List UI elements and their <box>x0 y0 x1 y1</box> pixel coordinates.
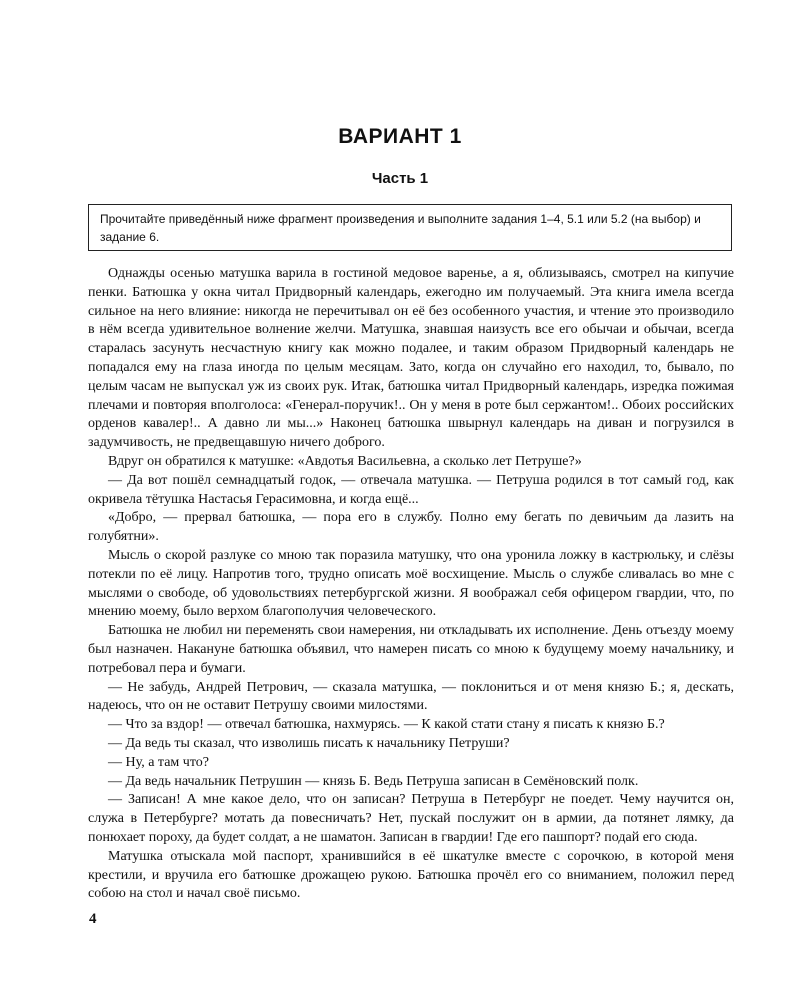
paragraph: — Записан! А мне какое дело, что он записан? Петруша в Петербург не поедет. Чему научится он, служа в Петербурге? мотать да повесничать? Нет, пускай послужит он в армии, да потянет лямку, да понюхает пороху, да будет солдат, а не шаматон. Записан в гвардии! Где его пашпорт? подай его сюда. <box>88 792 734 845</box>
paragraph: — Что за вздор! — отвечал батюшка, нахмурясь. — К какой стати стану я писать к князю Б.? <box>108 717 665 733</box>
instruction-box <box>88 204 732 251</box>
literary-excerpt <box>88 265 734 904</box>
instruction-text: Прочитайте приведённый ниже фрагмент произведения и выполните задания 1–4, 5.1 или 5.2 (на выбор) и задание 6. <box>100 212 701 244</box>
paragraph: «Добро, — прервал батюшка, — пора его в службу. Полно ему бегать по девичьим да лазить на голубятни». <box>88 510 734 545</box>
paragraph: Вдруг он обратился к матушке: «Авдотья Васильевна, а сколько лет Петруше?» <box>108 453 582 469</box>
paragraph: — Да ведь начальник Петрушин — князь Б. Ведь Петруша записан в Семёновский полк. <box>108 773 639 789</box>
paragraph: Батюшка не любил ни переменять свои намерения, ни откладывать их исполнение. День отъезду моему был назначен. Накануне батюшка объявил, что намерен писать со мною к будущему моему начальнику, и потребовал пера и бумаги. <box>88 623 734 676</box>
paragraph: Однажды осенью матушка варила в гостиной медовое варенье, а я, облизываясь, смотрел на кипучие пенки. Батюшка у окна читал Придворный календарь, ежегодно им получаемый. Эта книга имела всегда сильное на него влияние: никогда не перечитывал он её без особенного участия, и чтение это производило в нём всегда удивительное волнение желчи. Матушка, знавшая наизусть все его обычаи и обычаи, всегда старалась засунуть несчастную книгу как можно подалее, и таким образом Придворный календарь не попадался ему на глаза иногда по целым месяцам. Зато, когда он случайно его находил, то, бывало, по целым часам не выпускал уж из своих рук. Итак, батюшка читал Придворный календарь, изредка пожимая плечами и повторяя вполголоса: «Генерал-поручик!.. Он у меня в роте был сержантом!.. Обоих российских орденов кавалер!.. А давно ли мы...» Наконец батюшка швырнул календарь на диван и погрузился в задумчивость, не предвещавшую ничего доброго. <box>88 266 734 451</box>
page-title: ВАРИАНТ 1 <box>338 125 462 148</box>
part-heading: Часть 1 <box>371 170 429 187</box>
paragraph: — Ну, а там что? <box>108 754 209 770</box>
paragraph: — Да ведь ты сказал, что изволишь писать к начальнику Петруши? <box>108 735 510 751</box>
paragraph: — Не забудь, Андрей Петрович, — сказала матушка, — поклониться и от меня князю Б.; я, дескать, надеюсь, что он не оставит Петрушу своими милостями. <box>88 679 734 714</box>
paragraph: Мысль о скорой разлуке со мною так поразила матушку, что она уронила ложку в кастрюльку, и слёзы потекли по её лицу. Напротив того, трудно описать моё восхищение. Мысль о службе сливалась во мне с мыслями о свободе, об удовольствиях петербургской жизни. Я воображал себя офицером гвардии, что, по мнению моему, было верхом благополучия человеческого. <box>88 547 734 620</box>
paragraph: — Да вот пошёл семнадцатый годок, — отвечала матушка. — Петруша родился в тот самый год, как окривела тётушка Настасья Герасимовна, и когда ещё... <box>88 472 734 507</box>
paragraph: Матушка отыскала мой паспорт, хранившийся в её шкатулке вместе с сорочкою, в которой меня крестили, и вручила его батюшке дрожащею рукою. Батюшка прочёл его со вниманием, положил перед собою на стол и начал своё письмо. <box>88 848 734 902</box>
page-number: 4 <box>89 911 97 927</box>
